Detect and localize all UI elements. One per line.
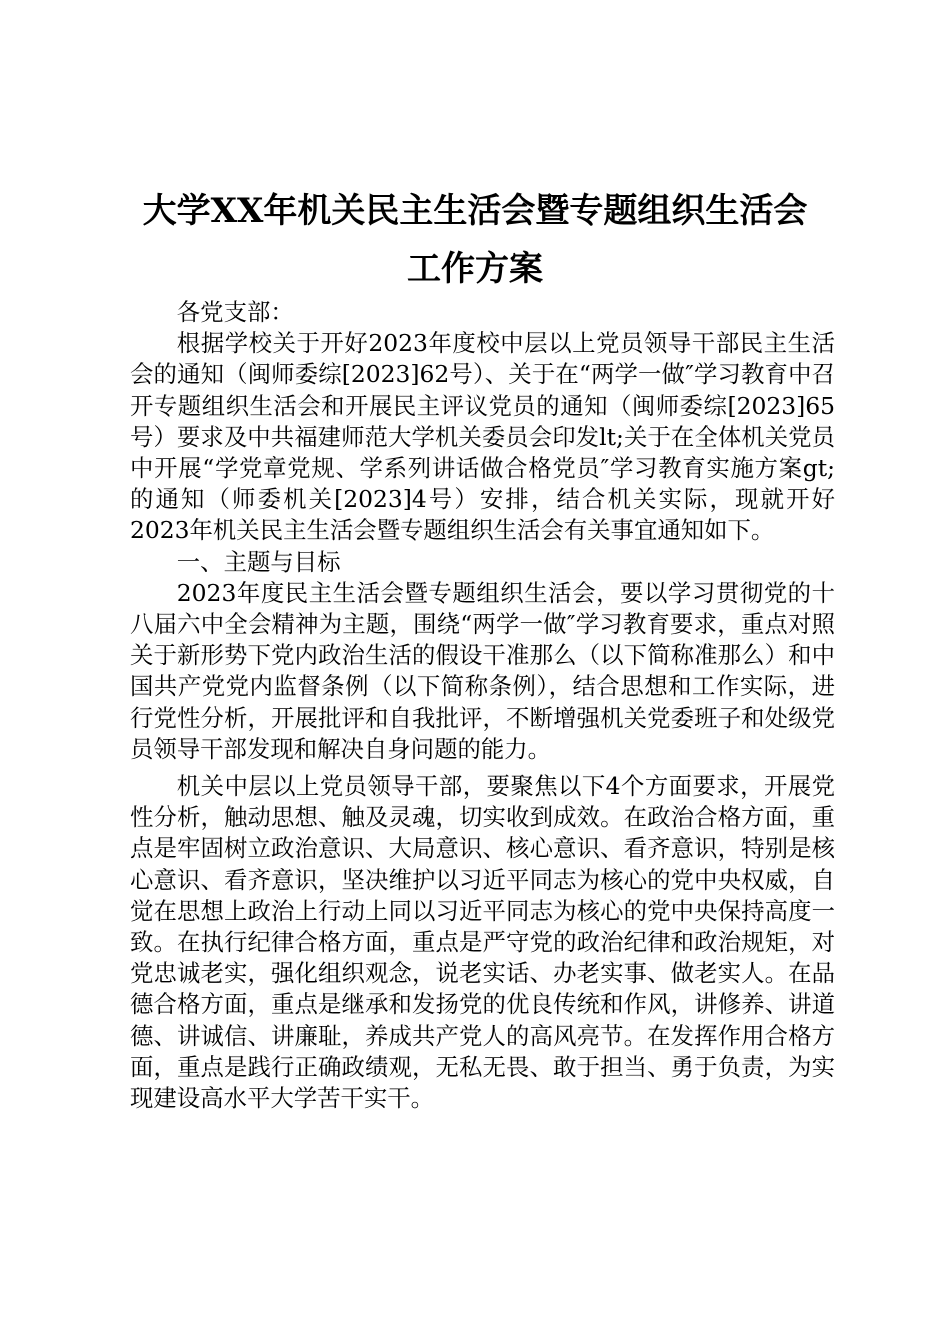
section-heading-1: 一、主题与目标: [176, 547, 341, 576]
salutation: 各党支部：: [176, 298, 294, 326]
document-body: [130, 297, 835, 1114]
paragraph-theme: 2023年度民主生活会暨专题组织生活会，要以学习贯彻党的十八届六中全会精神为主题，围绕“两学一做″学习教育要求，重点对照关于新形势下党内政治生活的假设干准那么（以下简称准那么）和中国共产党党内监督条例（以下简称条例），结合思想和工作实际，进行党性分析，开展批评和自我批评，不断增强机关党委班子和处级党员领导干部发现和解决自身问题的能力。: [130, 578, 835, 763]
document-title-line-1: 大学XX年机关民主生活会暨专题组织生活会: [142, 191, 808, 231]
document-title-line-2: 工作方案: [407, 249, 543, 289]
paragraph-requirements: 机关中层以上党员领导干部，要聚焦以下4个方面要求，开展党性分析，触动思想、触及灵魂，切实收到成效。在政治合格方面，重点是牢固树立政治意识、大局意识、核心意识、看齐意识，特别是核心意识、看齐意识，坚决维护以习近平同志为核心的党中央权威，自觉在思想上政治上行动上同以习近平同志为核心的党中央保持高度一致。在执行纪律合格方面，重点是严守党的政治纪律和政治规矩，对党忠诚老实，强化组织观念，说老实话、办老实事、做老实人。在品德合格方面，重点是继承和发扬党的优良传统和作风，讲修养、讲道德、讲诚信、讲廉耻，养成共产党人的高风亮节。在发挥作用合格方面，重点是践行正确政绩观，无私无畏、敢于担当、勇于负责，为实现建设高水平大学苦干实干。: [130, 772, 835, 1113]
paragraph-intro: 根据学校关于开好2023年度校中层以上党员领导干部民主生活会的通知（闽师委综[2023]62号）、关于在“两学一做″学习教育中召开专题组织生活会和开展民主评议党员的通知（闽师委综[2023]65号）要求及中共福建师范大学机关委员会印发lt;关于在全体机关党员中开展“学党章党规、学系列讲话做合格党员″学习教育实施方案gt;的通知（师委机关[2023]4号）安排，结合机关实际，现就开好2023年机关民主生活会暨专题组织生活会有关事宜通知如下。: [130, 329, 835, 545]
